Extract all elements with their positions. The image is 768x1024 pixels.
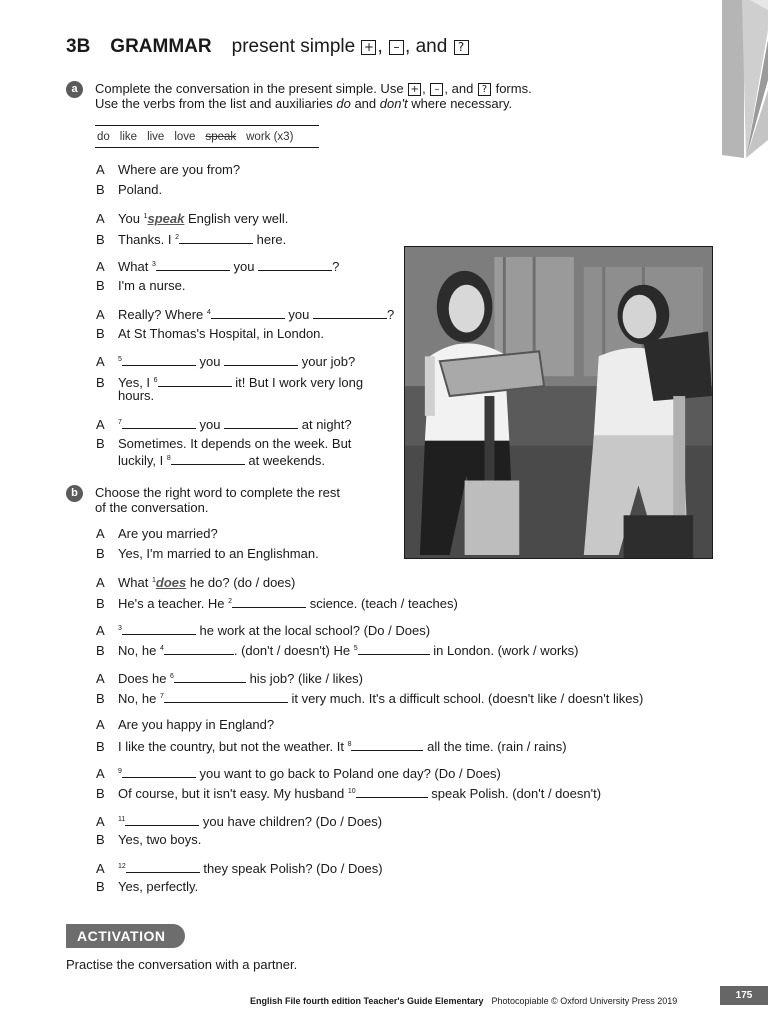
example-answer: speak: [147, 211, 185, 226]
page-footer: [250, 996, 677, 1006]
answer-blank[interactable]: [351, 740, 423, 751]
question-icon: ?: [478, 83, 491, 96]
word-item: live: [147, 130, 165, 143]
answer-blank[interactable]: [164, 692, 288, 703]
plus-icon: +: [408, 83, 421, 96]
dialogue-line: A $^{11}$ you have children? (Do / Does): [96, 814, 383, 829]
word-item: like: [119, 130, 138, 143]
answer-blank[interactable]: [156, 260, 230, 271]
answer-blank[interactable]: [358, 644, 430, 655]
word-item: love: [174, 130, 196, 143]
dialogue-line: A $^{12}$ they speak Polish? (Do / Does): [96, 861, 383, 876]
answer-blank[interactable]: [122, 624, 196, 635]
dialogue-line: A $^5$ you your job?: [96, 354, 356, 369]
dialogue-line: B At St Thomas's Hospital, in London.: [96, 326, 325, 341]
section-b-badge: b: [66, 485, 83, 502]
example-answer: does: [155, 575, 187, 590]
dialogue-line: B Sometimes. It depends on the week. But: [96, 436, 352, 451]
page-number: 175: [720, 986, 768, 1005]
answer-blank[interactable]: [122, 767, 196, 778]
answer-blank[interactable]: [258, 260, 332, 271]
dialogue-line: B Yes, perfectly.: [96, 879, 199, 894]
word-item-struck: speak: [205, 130, 237, 143]
dialogue-line: A Really? Where $^4$ you ?: [96, 307, 395, 322]
gym-photo: [404, 246, 713, 559]
section-b-instruction-line-2: of the conversation.: [95, 500, 209, 515]
question-icon: ?: [454, 40, 469, 55]
answer-blank[interactable]: [211, 308, 285, 319]
answer-blank[interactable]: [356, 787, 428, 798]
lesson-code: 3B: [66, 36, 91, 57]
verb-word-box: [95, 125, 319, 148]
answer-blank[interactable]: [164, 644, 234, 655]
dialogue-line: A Are you happy in England?: [96, 717, 275, 732]
dialogue-line: B I'm a nurse.: [96, 278, 186, 293]
dialogue-continuation: luckily, I $^8$ at weekends.: [118, 453, 326, 468]
answer-blank[interactable]: [232, 597, 306, 608]
copyright-notice: Photocopiable © Oxford University Press 2019: [491, 996, 678, 1006]
answer-blank[interactable]: [174, 672, 246, 683]
dialogue-line: A Where are you from?: [96, 162, 241, 177]
answer-blank[interactable]: [158, 376, 232, 387]
dialogue-line: A What $^1$does he do? (do / does): [96, 575, 296, 590]
corner-decoration: [722, 0, 768, 162]
answer-blank[interactable]: [224, 418, 298, 429]
heading-subtitle: present simple + , – , and ?: [232, 36, 470, 58]
word-item: work (x3): [246, 130, 294, 143]
dialogue-line: B Poland.: [96, 182, 163, 197]
section-b-instruction-line-1: Choose the right word to complete the rest: [95, 485, 340, 500]
answer-blank[interactable]: [122, 418, 196, 429]
dialogue-line: A $^9$ you want to go back to Poland one day? (Do / Does): [96, 766, 501, 781]
dialogue-line: B Thanks. I $^2$ here.: [96, 232, 287, 247]
dialogue-line: B Of course, but it isn't easy. My husband $^{10}$ speak Polish. (don't / doesn't): [96, 786, 602, 801]
section-a-instruction-line-1: Complete the conversation in the present simple. Use + , – , and ? forms.: [95, 81, 532, 96]
section-a-instruction-line-2: Use the verbs from the list and auxiliaries do and don't where necessary.: [95, 96, 513, 111]
minus-icon: –: [430, 83, 443, 96]
dialogue-line: A Does he $^6$ his job? (like / likes): [96, 671, 364, 686]
section-heading: GRAMMAR: [110, 36, 212, 57]
word-item: do: [97, 130, 110, 143]
dialogue-line: B No, he $^7$ it very much. It's a difficult school. (doesn't like / doesn't likes): [96, 691, 644, 706]
dialogue-line: A $^3$ he work at the local school? (Do / Does): [96, 623, 431, 638]
activation-instruction: Practise the conversation with a partner.: [66, 957, 298, 972]
plus-icon: +: [361, 40, 376, 55]
answer-blank[interactable]: [171, 454, 245, 465]
dialogue-line: A Are you married?: [96, 526, 218, 541]
dialogue-line: A What $^3$ you ?: [96, 259, 340, 274]
minus-icon: –: [389, 40, 404, 55]
dialogue-line: B Yes, I'm married to an Englishman.: [96, 546, 319, 561]
dialogue-line: B Yes, two boys.: [96, 832, 202, 847]
answer-blank[interactable]: [125, 815, 199, 826]
dialogue-line: B He's a teacher. He $^2$ science. (teach / teaches): [96, 596, 458, 611]
page-title: [66, 36, 470, 58]
dialogue-line: A $^7$ you at night?: [96, 417, 352, 432]
section-a-badge: a: [66, 81, 83, 98]
answer-blank[interactable]: [313, 308, 387, 319]
book-title: English File fourth edition Teacher's Guide Elementary: [250, 996, 484, 1006]
answer-blank[interactable]: [126, 862, 200, 873]
dialogue-line: A You $^1$speak English very well.: [96, 211, 289, 226]
answer-blank[interactable]: [122, 355, 196, 366]
activation-heading: ACTIVATION: [66, 924, 185, 948]
dialogue-line: B Yes, I $^6$ it! But I work very long: [96, 375, 364, 390]
dialogue-continuation: hours.: [118, 388, 155, 403]
dialogue-line: B I like the country, but not the weather. It $^8$ all the time. (rain / rains): [96, 739, 567, 754]
answer-blank[interactable]: [224, 355, 298, 366]
answer-blank[interactable]: [179, 233, 253, 244]
dialogue-line: B No, he $^4$ . (don't / doesn't) He $^5$ in London. (work / works): [96, 643, 579, 658]
